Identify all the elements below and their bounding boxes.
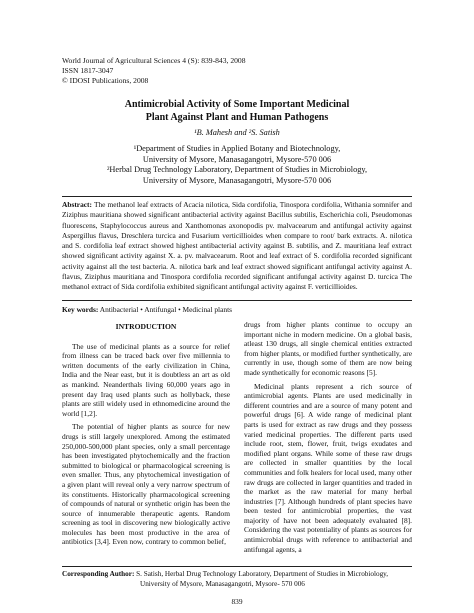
intro-paragraph-2: The potential of higher plants as source for new drugs is still largely unexplored. Among the estimated 250,000-500,000 plant species, only a small percentage has been investigated phytochemically and the fraction submitted to biological or pharmacological screening is even smaller. Thus, any phytochemical investigation of a given plant will reveal only a very narrow spectrum of its constituents. Historically pharmacological screening of compounds of natural or synthetic origin has been the source of innumerable therapeutic agents. Random screening as tool in discovering new biologically active molecules has been most productive in the area of antibiotics [3,4]. Even now, contrary to common belief, <box>62 422 230 547</box>
affiliations <box>0 144 474 186</box>
journal-header <box>62 56 246 86</box>
abstract-bottom-rule <box>62 300 412 301</box>
affiliation-1-address: University of Mysore, Manasagangotri, Mysore-570 006 <box>142 154 332 164</box>
footer-label: Corresponding Author: <box>62 570 135 578</box>
title-line-2: Plant Against Plant and Human Pathogens <box>145 112 329 123</box>
journal-citation: World Journal of Agricultural Sciences 4 (S): 839-843, 2008 <box>62 56 246 65</box>
abstract-text: The methanol leaf extracts of Acacia nilotica, Sida cordifolia, Tinospora cordifolia, Withania somnifer and Ziziphus mauritiana showed significant antibacterial activity against Bacillus subtilis, Escherichia coli, Pseudomonas fluorescens, Staphylococcus aureus and Xanthomonas axonopodis pv. malvacearum and antifungal activity against Aspergillus flavus, Dreschlera turcica and Fusarium verticillioides when compare to root/ bark extracts. A. nilotica and S. cordifolia leaf extract showed highest antibacterial activity against B. subtilis, and Z. mauritiana leaf extract showed significant activity against X. a. pv. malvacearum. Root and leaf extract of S. cordifolia recorded significant activity against all the test bacteria. A. nilotica bark and leaf extract showed significant antifungal activity against A. flavus, Ziziphus mauritiana and Tinospora cordifolia recorded significant antifungal activity against D. turcica The methanol extract of Sida cordifolia exhibited significant antifungal activity against F. verticillioides. <box>62 200 412 292</box>
right-column <box>244 320 412 558</box>
abstract-top-rule <box>62 196 412 197</box>
intro-paragraph-1: The use of medicinal plants as a source for relief from illness can be traced back over five millennia to written documents of the early civilization in China, India and the Near east, but it is doubtless an art as old as mankind. Neanderthals living 60,000 years ago in present day Iraq used plants such as hollyback, these plants are still widely used in ethnomedicine around the world [1,2]. <box>62 341 230 418</box>
keywords <box>62 305 232 314</box>
journal-issn: ISSN 1817-3047 <box>62 66 114 75</box>
affiliation-2: ²Herbal Drug Technology Laboratory, Department of Studies in Microbiology, <box>106 165 368 174</box>
footer-rule <box>62 566 412 567</box>
footer-line-1: S. Satish, Herbal Drug Technology Laboratory, Department of Studies in Microbiology, <box>136 570 389 578</box>
intro-paragraph-3: drugs from higher plants continue to occupy an important niche in modern medicine. On a global basis, atleast 130 drugs, all single chemical entities extracted from higher plants, or modified further synthetically, are currently in use, though some of them are now being made synthetically for economic reasons [5]. <box>244 320 412 377</box>
affiliation-2-address: University of Mysore, Manasagangotri, Mysore-570 006 <box>142 175 332 185</box>
title-line-1: Antimicrobial Activity of Some Important Medicinal <box>124 99 350 110</box>
abstract-label: Abstract: <box>62 200 92 209</box>
section-heading-introduction: INTRODUCTION <box>115 322 177 331</box>
page-number: 839 <box>231 597 243 606</box>
affiliation-1: ¹Department of Studies in Applied Botany and Biotechnology, <box>133 144 341 153</box>
author-list: ¹B. Mahesh and ²S. Satish <box>194 128 280 137</box>
abstract <box>62 200 412 293</box>
intro-paragraph-4: Medicinal plants represent a rich source of antimicrobial agents. Plants are used medicinally in different countries and are a source of many potent and powerful drugs [6]. A wide range of medicinal plant parts is used for extract as raw drugs and they possess varied medicinal properties. The different parts used include root, stem, flower, fruit, twigs exudates and modified plant organs. While some of these raw drugs are collected in smaller quantities by the local communities and folk healers for local used, many other raw drugs are collected in larger quantities and traded in the market as the raw material for many herbal industries [7]. Although hundreds of plant species have been tested for antimicrobial properties, the vast majority of have not been adequately evaluated [8]. Considering the vast potentiality of plants as sources for antimicrobial drugs with reference to antibacterial and antifungal agents, a <box>244 381 412 554</box>
paper-title <box>0 98 474 124</box>
footer-line-2: University of Mysore, Manasagangotri, Mysore- 570 006 <box>140 579 305 588</box>
keywords-text: Antibacterial • Antifungal • Medicinal plants <box>99 305 233 314</box>
journal-copyright: © IDOSI Publications, 2008 <box>62 76 149 85</box>
keywords-label: Key words: <box>62 305 99 314</box>
corresponding-author <box>62 570 412 589</box>
left-column <box>62 320 230 551</box>
